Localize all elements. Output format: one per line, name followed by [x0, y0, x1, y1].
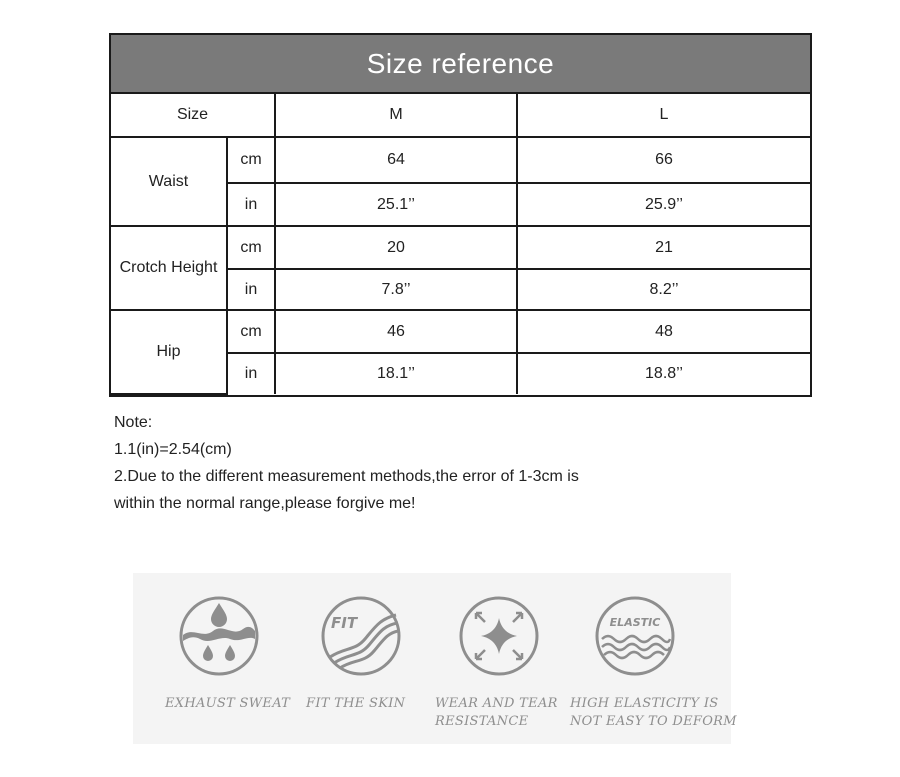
- crotch-height-label: Crotch Height: [111, 226, 227, 310]
- notes-heading: Note:: [114, 414, 153, 431]
- table-row: [111, 94, 810, 137]
- feature-elasticity: [570, 573, 737, 744]
- size-l-header: L: [517, 94, 810, 137]
- unit-cm: cm: [227, 310, 275, 353]
- hip-l-in: 18.8’’: [517, 353, 810, 394]
- table-title: Size reference: [111, 35, 810, 94]
- hip-label: Hip: [111, 310, 227, 394]
- notes-line-1: 1.1(in)=2.54(cm): [114, 441, 232, 458]
- notes-line-2: 2.Due to the different measurement methods,the error of 1-3cm is: [114, 468, 579, 485]
- elastic-icon: [594, 595, 676, 677]
- hip-m-cm: 46: [275, 310, 517, 353]
- crotch-l-cm: 21: [517, 226, 810, 269]
- feature-label-line-2: NOT EASY TO DEFORM: [570, 714, 737, 729]
- waist-m-in: 25.1’’: [275, 183, 517, 226]
- features-panel: [133, 573, 737, 744]
- unit-in: in: [227, 183, 275, 226]
- notes-section: [114, 409, 579, 517]
- table-row: [111, 137, 810, 183]
- waist-l-cm: 66: [517, 137, 810, 183]
- feature-label-line-1: HIGH ELASTICITY IS: [570, 696, 719, 711]
- fit-icon-text: FIT: [331, 614, 358, 632]
- waist-label: Waist: [111, 137, 227, 226]
- unit-cm: cm: [227, 226, 275, 269]
- feature-label: [435, 695, 558, 731]
- size-m-header: M: [275, 94, 517, 137]
- feature-exhaust-sweat: [133, 573, 293, 744]
- feature-label-line-1: WEAR AND TEAR: [435, 696, 558, 711]
- feature-label-line-2: RESISTANCE: [435, 714, 529, 729]
- wear-resistance-icon: [458, 595, 540, 677]
- unit-cm: cm: [227, 137, 275, 183]
- crotch-m-in: 7.8’’: [275, 269, 517, 310]
- feature-label: [570, 695, 737, 731]
- crotch-m-cm: 20: [275, 226, 517, 269]
- fit-skin-icon: [320, 595, 402, 677]
- feature-label: EXHAUST SWEAT: [165, 696, 291, 711]
- size-reference-table: [109, 33, 812, 397]
- sweat-drops-icon: [178, 595, 260, 677]
- table-row: [111, 310, 810, 353]
- elastic-icon-text: ELASTIC: [609, 616, 661, 629]
- hip-l-cm: 48: [517, 310, 810, 353]
- feature-label: FIT THE SKIN: [306, 696, 406, 711]
- unit-in: in: [227, 269, 275, 310]
- waist-l-in: 25.9’’: [517, 183, 810, 226]
- waist-m-cm: 64: [275, 137, 517, 183]
- size-header-label: Size: [111, 94, 275, 137]
- table-row: [111, 226, 810, 269]
- notes-line-3: within the normal range,please forgive me!: [114, 495, 416, 512]
- hip-m-in: 18.1’’: [275, 353, 517, 394]
- crotch-l-in: 8.2’’: [517, 269, 810, 310]
- feature-wear-resistance: [433, 573, 593, 744]
- size-grid: [111, 94, 810, 395]
- unit-in: in: [227, 353, 275, 394]
